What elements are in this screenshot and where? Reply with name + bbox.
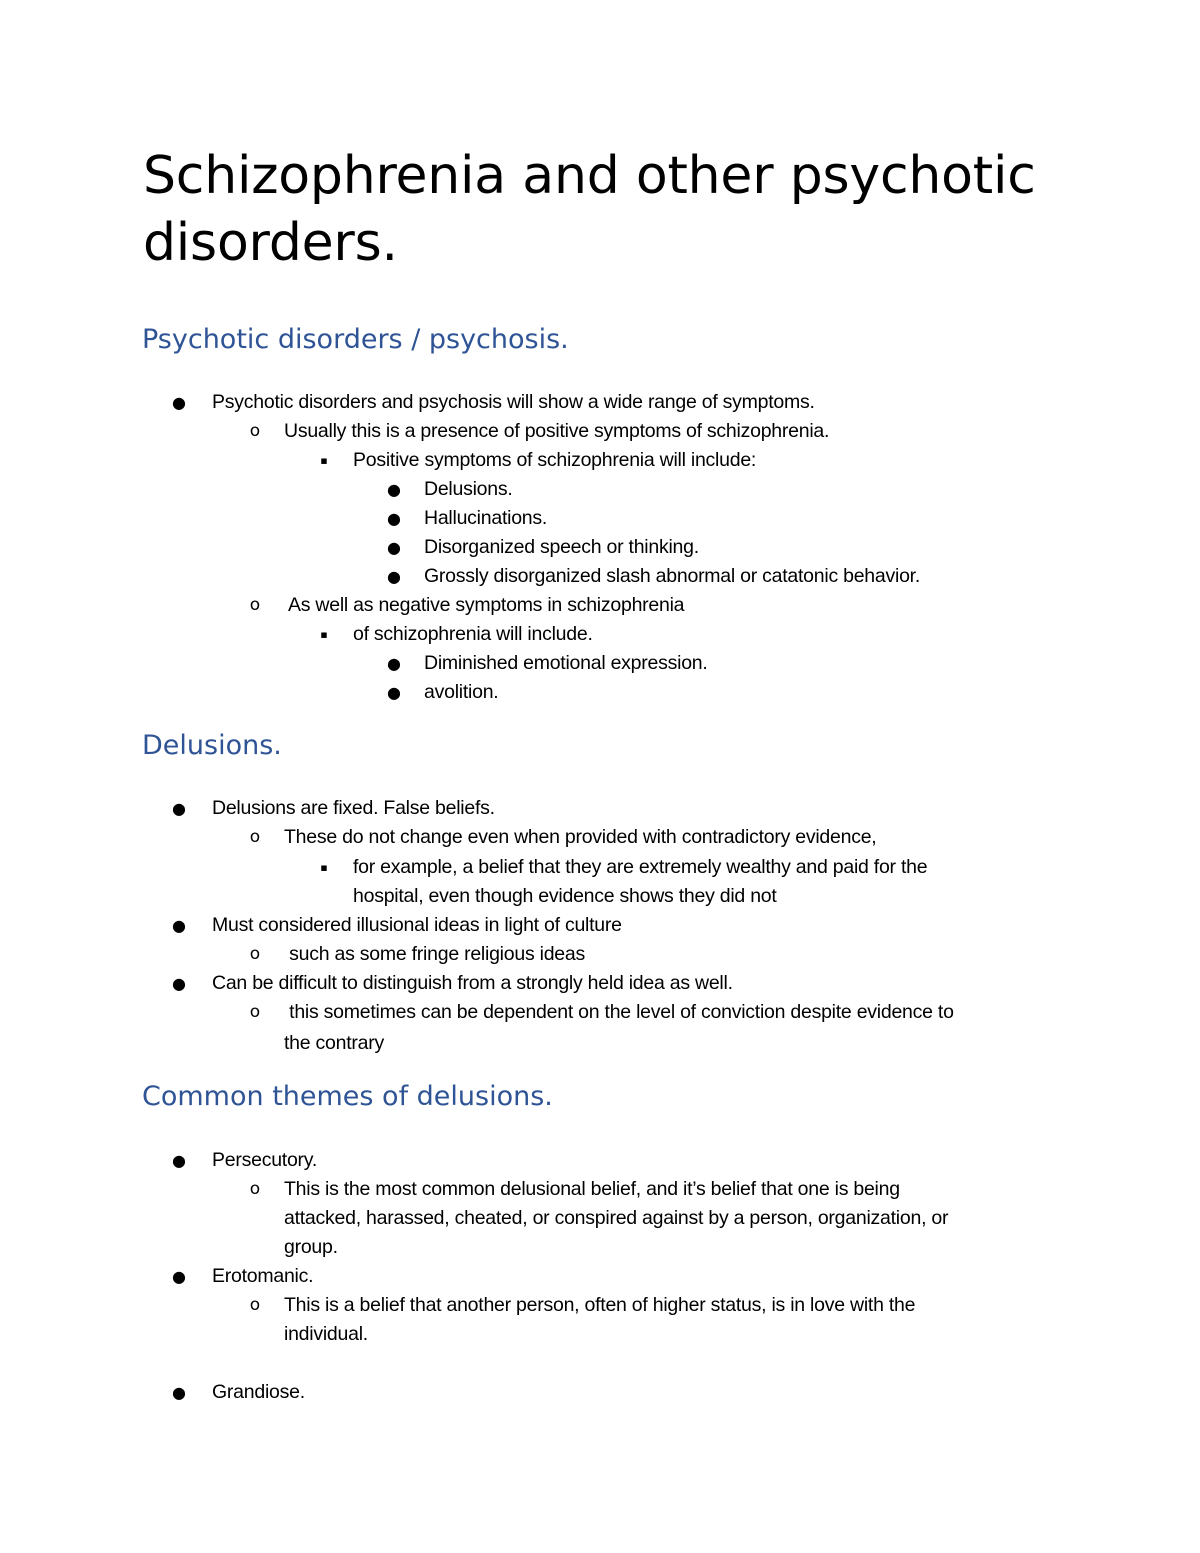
- list-item: As well as negative symptoms in schizophrenia: [288, 594, 685, 616]
- bullet-disc-icon: ●: [172, 916, 186, 935]
- list-item: This is a belief that another person, often of higher status, is in love with the: [284, 1294, 916, 1316]
- bullet-disc-icon: ●: [172, 1383, 186, 1402]
- list-item: Delusions.: [424, 478, 513, 500]
- list-item-continuation: individual.: [284, 1323, 368, 1345]
- bullet-square-icon: ▪: [320, 628, 328, 641]
- list-item-continuation: attacked, harassed, cheated, or conspired against by a person, organization, or: [284, 1207, 949, 1229]
- list-item: Delusions are fixed. False beliefs.: [212, 797, 495, 819]
- list-item: for example, a belief that they are extremely wealthy and paid for the: [353, 856, 928, 878]
- list-item: Grandiose.: [212, 1381, 305, 1403]
- list-item-continuation: hospital, even though evidence shows they did not: [353, 885, 777, 907]
- bullet-disc-icon: ●: [387, 509, 401, 528]
- list-item: These do not change even when provided with contradictory evidence,: [284, 826, 877, 848]
- bullet-disc-icon: ●: [172, 974, 186, 993]
- section-heading-common-themes: Common themes of delusions.: [142, 1081, 553, 1112]
- list-item: Persecutory.: [212, 1149, 318, 1171]
- bullet-disc-icon: ●: [387, 538, 401, 557]
- list-item: of schizophrenia will include.: [353, 623, 593, 645]
- bullet-disc-icon: ●: [387, 683, 401, 702]
- list-item: avolition.: [424, 681, 499, 703]
- list-item: Diminished emotional expression.: [424, 652, 708, 674]
- bullet-disc-icon: ●: [387, 480, 401, 499]
- list-item: Must considered illusional ideas in light of culture: [212, 914, 622, 936]
- list-item-continuation: group.: [284, 1236, 338, 1258]
- list-item: This is the most common delusional belief, and it’s belief that one is being: [284, 1178, 900, 1200]
- list-item: Disorganized speech or thinking.: [424, 536, 699, 558]
- bullet-square-icon: ▪: [320, 861, 328, 874]
- document-title: Schizophrenia and other psychotic disorders.: [143, 146, 1036, 273]
- bullet-circle-icon: o: [249, 1295, 261, 1315]
- section-heading-delusions: Delusions.: [142, 730, 282, 761]
- bullet-circle-icon: o: [249, 944, 261, 964]
- bullet-disc-icon: ●: [172, 1151, 186, 1170]
- bullet-circle-icon: o: [249, 595, 261, 615]
- bullet-circle-icon: o: [249, 421, 261, 441]
- bullet-circle-icon: o: [249, 1002, 261, 1022]
- bullet-circle-icon: o: [249, 1179, 261, 1199]
- bullet-square-icon: ▪: [320, 454, 328, 467]
- list-item: Positive symptoms of schizophrenia will include:: [353, 449, 757, 471]
- bullet-disc-icon: ●: [172, 799, 186, 818]
- list-item: Erotomanic.: [212, 1265, 314, 1287]
- bullet-circle-icon: o: [249, 827, 261, 847]
- list-item: Can be difficult to distinguish from a strongly held idea as well.: [212, 972, 733, 994]
- list-item: Usually this is a presence of positive symptoms of schizophrenia.: [284, 420, 830, 442]
- list-item: Hallucinations.: [424, 507, 548, 529]
- list-item: such as some fringe religious ideas: [284, 943, 585, 965]
- list-item: this sometimes can be dependent on the level of conviction despite evidence to: [284, 1001, 954, 1023]
- list-item: Grossly disorganized slash abnormal or catatonic behavior.: [424, 565, 921, 587]
- bullet-disc-icon: ●: [387, 654, 401, 673]
- bullet-disc-icon: ●: [172, 393, 186, 412]
- bullet-disc-icon: ●: [172, 1267, 186, 1286]
- list-item-continuation: the contrary: [284, 1032, 384, 1054]
- bullet-disc-icon: ●: [387, 567, 401, 586]
- list-item: Psychotic disorders and psychosis will show a wide range of symptoms.: [212, 391, 815, 413]
- section-heading-psychotic-disorders: Psychotic disorders / psychosis.: [142, 324, 569, 355]
